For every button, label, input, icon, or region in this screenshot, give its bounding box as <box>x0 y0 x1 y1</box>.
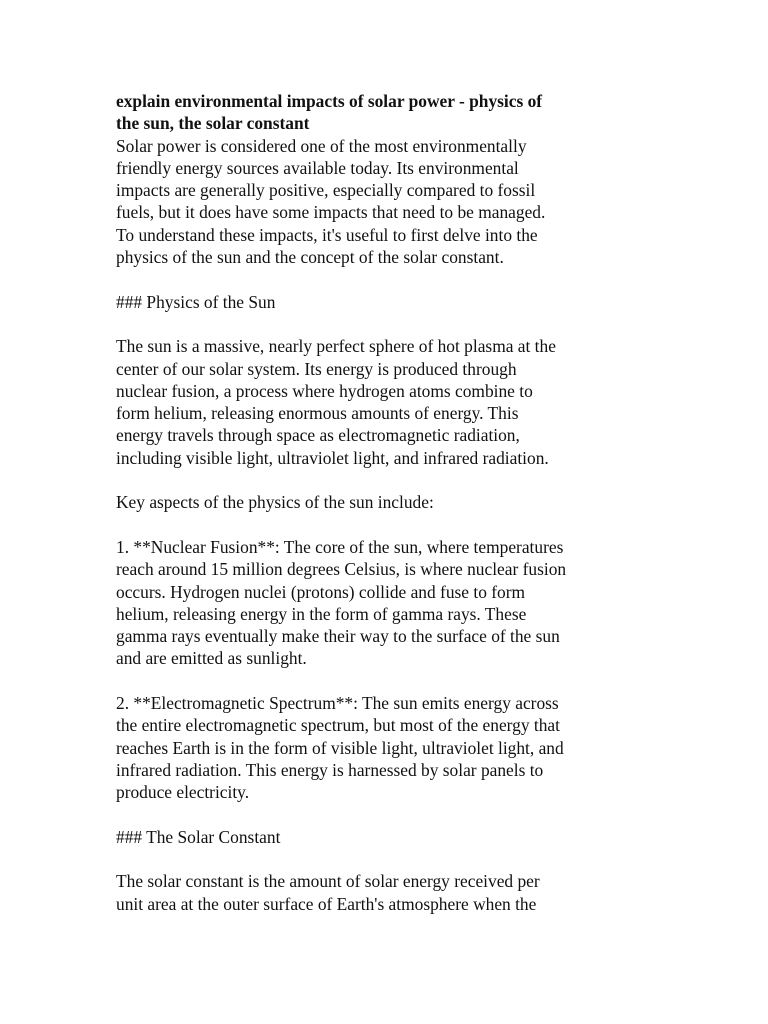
paragraph-gap <box>116 268 656 290</box>
paragraph-gap <box>116 313 656 335</box>
list-item-nuclear-fusion: 1. **Nuclear Fusion**: The core of the sun, where temperatures reach around 15 million degrees Celsius, is where nuclear fusion occurs. Hydrogen nuclei (protons) collide and fuse to form helium, releasing energy in the form of gamma rays. These gamma rays eventually make their way to the surface of the sun and are emitted as sunlight. <box>116 536 567 669</box>
list-item-electromagnetic-spectrum: 2. **Electromagnetic Spectrum**: The sun emits energy across the entire electromagnetic spectrum, but most of the energy that reaches Earth is in the form of visible light, ultraviolet light, and infrared radiation. This energy is harnessed by solar panels to produce electricity. <box>116 693 564 803</box>
heading-solar-constant: ### The Solar Constant <box>116 826 281 847</box>
paragraph-gap <box>116 670 656 692</box>
heading-physics-of-sun: ### Physics of the Sun <box>116 291 276 312</box>
intro-paragraph: Solar power is considered one of the most environmentally friendly energy sources available today. Its environmental impacts are generally positive, especially compared to fossil fuels, but it does have some impacts that need to be managed. To understand these impacts, it's useful to first delve into the physics of the sun and the concept of the solar constant. <box>116 135 546 268</box>
key-aspects-line: Key aspects of the physics of the sun include: <box>116 492 434 513</box>
paragraph-gap <box>116 514 656 536</box>
paragraph-gap <box>116 848 656 870</box>
document-page <box>116 90 656 915</box>
solar-constant-paragraph: The solar constant is the amount of solar energy received per unit area at the outer surface of Earth's atmosphere when the <box>116 871 540 914</box>
document-title: explain environmental impacts of solar power - physics of the sun, the solar constant <box>116 91 543 134</box>
paragraph-gap <box>116 804 656 826</box>
sun-paragraph: The sun is a massive, nearly perfect sphere of hot plasma at the center of our solar system. Its energy is produced through nuclear fusion, a process where hydrogen atoms combine to form helium, releasing enormous amounts of energy. This energy travels through space as electromagnetic radiation, including visible light, ultraviolet light, and infrared radiation. <box>116 336 556 468</box>
paragraph-gap <box>116 469 656 491</box>
